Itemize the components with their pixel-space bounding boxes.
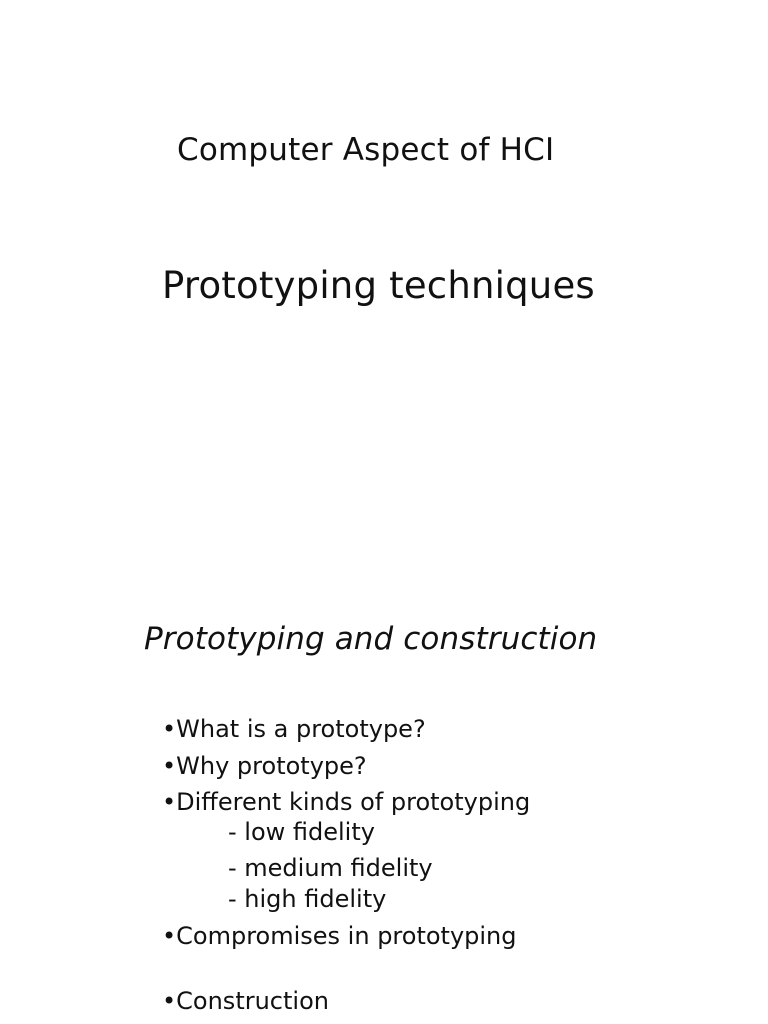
bullet-item: •Why prototype? — [162, 752, 367, 780]
bullet-item: •Construction — [162, 987, 329, 1015]
sub-bullet-item: - medium fidelity — [228, 854, 433, 882]
sub-bullet-item: - high fidelity — [228, 885, 387, 913]
sub-bullet-item: - low fidelity — [228, 818, 375, 846]
slide-heading: Prototyping and construction — [144, 621, 598, 657]
slide-subtitle: Computer Aspect of HCI — [177, 132, 555, 168]
bullet-item: •Different kinds of prototyping — [162, 788, 531, 816]
bullet-item: •Compromises in prototyping — [162, 922, 517, 950]
bullet-item: •What is a prototype? — [162, 715, 426, 743]
slide-title: Prototyping techniques — [162, 264, 595, 307]
